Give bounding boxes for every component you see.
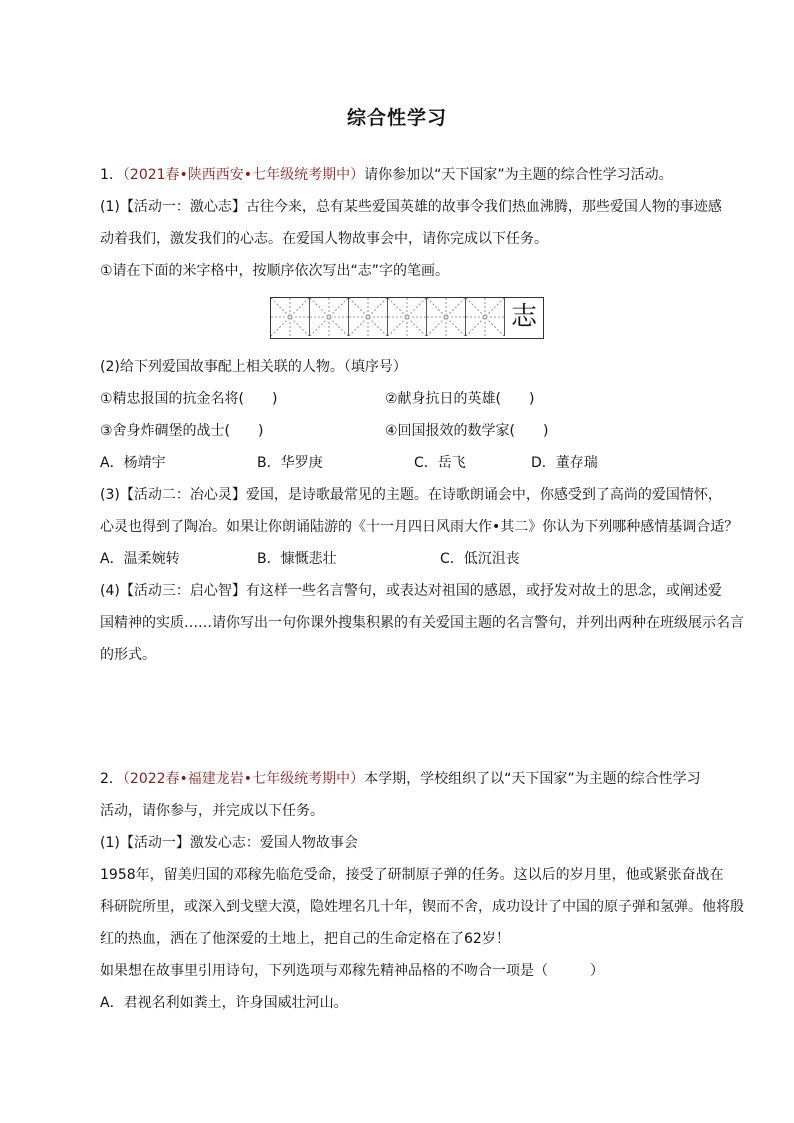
q1-p3-line1: (3)【活动二：冶心灵】爱国，是诗歌最常见的主题。在诗歌朗诵会中，你感受到了高尚的爱国情怀， — [100, 487, 722, 503]
q1-p1-line1: (1)【活动一：激心志】古往今来，总有某些爱国英雄的故事令我们热血沸腾，那些爱国人物的事迹感 — [100, 199, 722, 215]
q2-source: （2022春•福建龙岩•七年级统考期中） — [122, 771, 365, 787]
option: C．岳飞 — [414, 455, 466, 471]
q2-header — [100, 769, 720, 789]
option: A．杨靖宇 — [100, 455, 166, 471]
q1-p4-line3: 的形式。 — [100, 647, 156, 663]
q1-p2-options — [100, 453, 720, 473]
grid-character: 志 — [510, 302, 537, 332]
q2-story-line3: 红的热血，洒在了他深爱的土地上，把自己的生命定格在了62岁！ — [100, 931, 510, 947]
option: B．慷慨悲壮 — [257, 551, 337, 567]
q2-p1: (1)【活动一】激发心志：爱国人物故事会 — [100, 835, 358, 851]
mi-grid-cell[interactable] — [427, 298, 466, 336]
mi-grid-cell[interactable] — [349, 298, 388, 336]
q1-p1-task: ①请在下面的米字格中，按顺序依次写出“志”字的笔画。 — [100, 263, 450, 279]
q2-option-a: A．君视名利如粪土，许身国威壮河山。 — [100, 995, 348, 1011]
match-item: ①精忠报国的抗金名将( ) — [100, 391, 278, 407]
mi-grid-cell[interactable] — [466, 298, 505, 336]
q2-intro-line2: 活动，请你参与，并完成以下任务。 — [100, 803, 324, 819]
q1-p3-options — [100, 549, 720, 569]
q1-header — [100, 165, 720, 185]
q1-p2: (2)给下列爱国故事配上相关联的人物。（填序号） — [100, 359, 407, 375]
match-item: ②献身抗日的英雄( ) — [385, 391, 535, 407]
mi-grid-cell[interactable] — [271, 298, 310, 336]
mi-grid — [270, 297, 544, 339]
q1-p4-line1: (4)【活动三：启心智】有这样一些名言警句，或表达对祖国的感恩，或抒发对故土的思念，或阐述爱 — [100, 583, 722, 599]
q1-p4-line2: 国精神的实质……请你写出一句你课外搜集积累的有关爱国主题的名言警句，并列出两种在班级展示名言 — [100, 615, 744, 631]
match-item: ④回国报效的数学家( ) — [385, 423, 549, 439]
q2-story-line1: 1958年，留美归国的邓稼先临危受命，接受了研制原子弹的任务。这以后的岁月里，他或紧张奋战在 — [100, 867, 724, 883]
q2-intro: 本学期，学校组织了以“天下国家”为主题的综合性学习 — [364, 771, 701, 787]
q1-source: （2021春•陕西西安•七年级统考期中） — [122, 167, 365, 183]
q2-number: 2． — [100, 771, 123, 787]
mi-grid-cell[interactable] — [310, 298, 349, 336]
mi-grid-cell[interactable] — [388, 298, 427, 336]
q1-p3-line2: 心灵也得到了陶冶。如果让你朗诵陆游的《十一月四日风雨大作•其二》你认为下列哪种感情基调合适？ — [100, 519, 739, 535]
q1-match-row1 — [100, 389, 720, 409]
q2-story-line2: 科研院所里，或深入到戈壁大漠，隐姓埋名几十年，锲而不舍，成功设计了中国的原子弹和氢弹。他将殷 — [100, 899, 744, 915]
q1-match-row2 — [100, 421, 720, 441]
option: B．华罗庚 — [257, 455, 323, 471]
option: A．温柔婉转 — [100, 551, 180, 567]
match-item: ③舍身炸碉堡的战士( ) — [100, 423, 264, 439]
option: D．董存瑞 — [531, 455, 598, 471]
q2-question: 如果想在故事里引用诗句，下列选项与邓稼先精神品格的不吻合一项是（ ） — [100, 963, 604, 979]
q1-p1-line2: 动着我们，激发我们的心志。在爱国人物故事会中，请你完成以下任务。 — [100, 231, 548, 247]
q1-number: 1． — [100, 167, 123, 183]
page-title: 综合性学习 — [346, 107, 447, 129]
option: C．低沉沮丧 — [440, 551, 520, 567]
q1-intro: 请你参加以“天下国家”为主题的综合性学习活动。 — [364, 167, 673, 183]
mi-grid-char-cell — [505, 298, 543, 336]
